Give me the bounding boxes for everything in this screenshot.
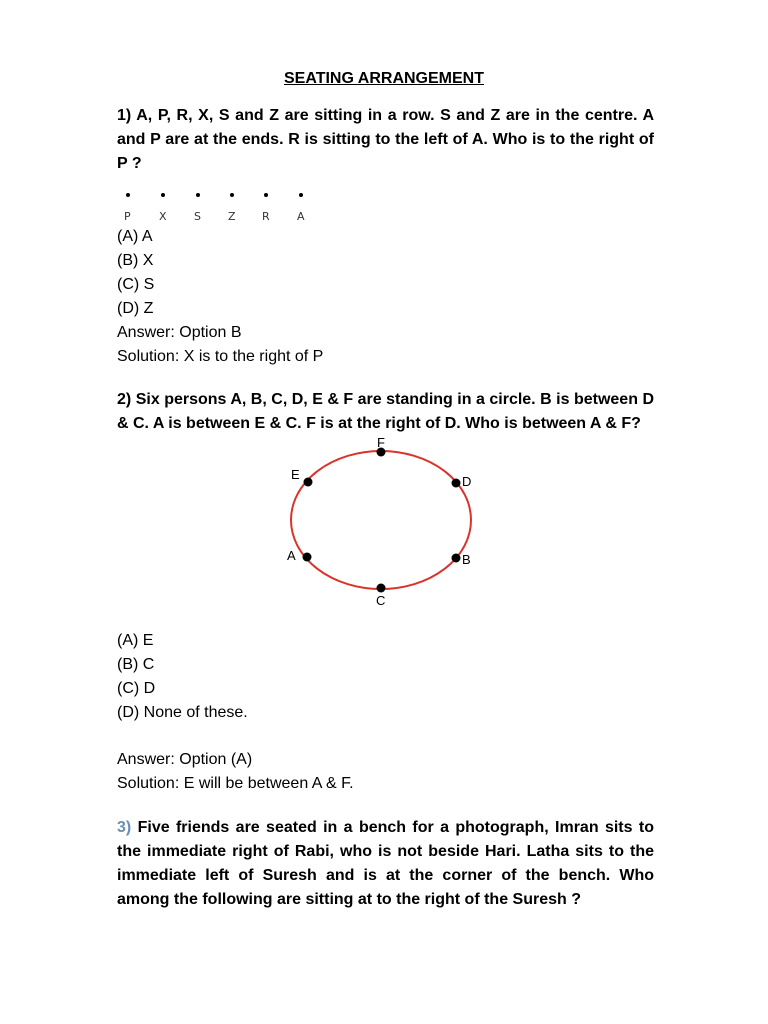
seat-dot-5 [264, 193, 268, 197]
q1-option-d: (D) Z [117, 300, 154, 317]
question-3-number: 3) [117, 819, 132, 836]
q1-answer: Answer: Option B [117, 324, 242, 341]
point-C [377, 584, 386, 593]
seat-label-1: P [124, 210, 131, 223]
question-3 [117, 816, 654, 912]
seat-dot-3 [196, 193, 200, 197]
label-D: D [462, 474, 472, 489]
seat-label-2: X [159, 210, 167, 223]
page-title: SEATING ARRANGEMENT [284, 70, 484, 87]
point-A [303, 553, 312, 562]
seat-dot-6 [299, 193, 303, 197]
q1-option-a: (A) A [117, 228, 153, 245]
circle-ring [291, 451, 471, 589]
label-E: E [291, 467, 300, 482]
q2-option-a: (A) E [117, 632, 154, 649]
seat-label-5: R [262, 210, 270, 223]
seat-dot-1 [126, 193, 130, 197]
label-B: B [462, 552, 471, 567]
seat-label-3: S [194, 210, 201, 223]
point-B [452, 554, 461, 563]
point-D [452, 479, 461, 488]
question-1-text: 1) A, P, R, X, S and Z are sitting in a row. S and Z are in the centre. A and P are at the ends. R is sitting to the left of A. Who is to the right of P ? [117, 107, 654, 172]
q1-option-c: (C) S [117, 276, 155, 293]
q1-solution: Solution: X is to the right of P [117, 348, 324, 365]
seat-label-4: Z [228, 210, 236, 223]
q2-solution: Solution: E will be between A & F. [117, 775, 354, 792]
q2-option-c: (C) D [117, 680, 156, 697]
q1-option-b: (B) X [117, 252, 154, 269]
question-3-text: Five friends are seated in a bench for a photograph, Imran sits to the immediate right of Rabi, who is not beside Hari. Latha sits to the immediate left of Suresh and is at the corner of the bench. Who among the following are sitting at to the right of the Suresh ? [117, 819, 654, 908]
seat-label-6: A [297, 210, 305, 223]
q2-answer: Answer: Option (A) [117, 751, 253, 768]
label-F: F [377, 436, 385, 450]
label-A: A [287, 548, 296, 563]
q2-circle-diagram [280, 436, 490, 608]
label-C: C [376, 593, 386, 608]
q2-option-b: (B) C [117, 656, 155, 673]
question-2-text: 2) Six persons A, B, C, D, E & F are standing in a circle. B is between D & C. A is between E & C. F is at the right of D. Who is between A & F? [117, 391, 654, 432]
point-E [304, 478, 313, 487]
q2-option-d: (D) None of these. [117, 704, 248, 721]
seat-dot-4 [230, 193, 234, 197]
seat-dot-2 [161, 193, 165, 197]
